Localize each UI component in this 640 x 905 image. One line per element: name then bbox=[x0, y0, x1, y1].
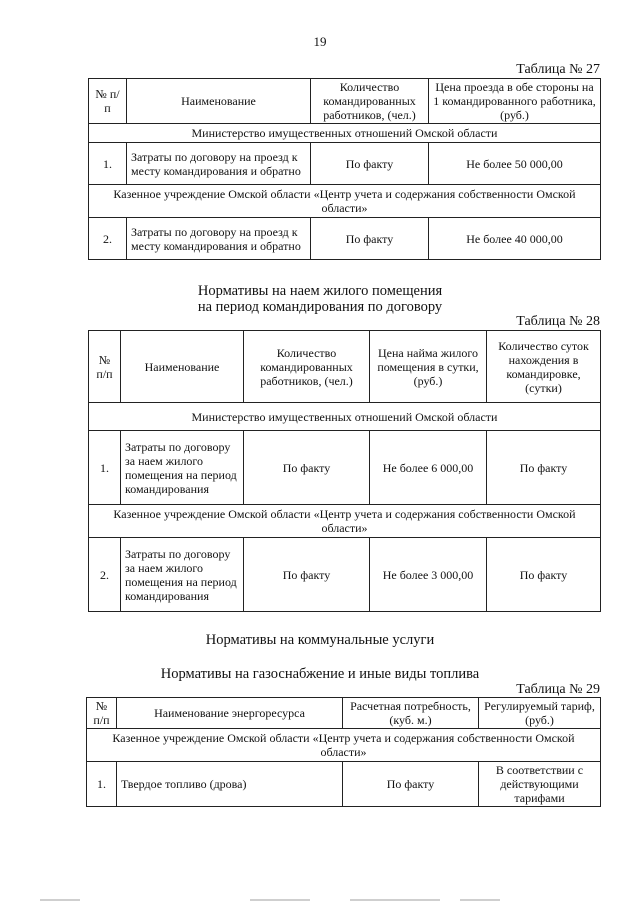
header-days: Количество суток нахождения в командировке, (сутки) bbox=[487, 331, 601, 403]
row-name: Затраты по договору за наем жилого помещения на период командирования bbox=[121, 538, 244, 612]
row-quantity: По факту bbox=[311, 143, 429, 185]
section-title: Министерство имущественных отношений Омской области bbox=[89, 403, 601, 431]
header-number: № п/п bbox=[87, 698, 117, 729]
section-title: Казенное учреждение Омской области «Центр учета и содержания собственности Омской области» bbox=[89, 505, 601, 538]
header-tariff: Регулируемый тариф, (руб.) bbox=[479, 698, 601, 729]
header-number: № п/п bbox=[89, 331, 121, 403]
row-quantity: По факту bbox=[244, 538, 370, 612]
row-price: Не более 6 000,00 bbox=[370, 431, 487, 505]
row-number: 2. bbox=[89, 538, 121, 612]
header-number: № п/п bbox=[89, 79, 127, 124]
row-quantity: По факту bbox=[244, 431, 370, 505]
header-name: Наименование bbox=[121, 331, 244, 403]
page-number: 19 bbox=[313, 34, 327, 49]
table-row bbox=[89, 431, 601, 505]
row-demand: По факту bbox=[343, 762, 479, 807]
row-price: Не более 40 000,00 bbox=[429, 218, 601, 260]
heading-rent-line2: на период командирования по договору bbox=[197, 299, 443, 315]
table-29-caption: Таблица № 29 bbox=[516, 682, 600, 697]
row-number: 1. bbox=[89, 431, 121, 505]
header-price: Цена найма жилого помещения в сутки, (руб.) bbox=[370, 331, 487, 403]
table-header-row bbox=[87, 698, 601, 729]
table-28-caption: Таблица № 28 bbox=[516, 314, 600, 329]
row-tariff: В соответствии с действующими тарифами bbox=[479, 762, 601, 807]
table-28 bbox=[88, 330, 601, 612]
row-price: Не более 50 000,00 bbox=[429, 143, 601, 185]
table-27 bbox=[88, 78, 601, 260]
section-title: Казенное учреждение Омской области «Центр учета и содержания собственности Омской области» bbox=[89, 185, 601, 218]
header-demand: Расчетная потребность, (куб. м.) bbox=[343, 698, 479, 729]
row-name: Затраты по договору за наем жилого помещения на период командирования bbox=[121, 431, 244, 505]
header-resource: Наименование энергоресурса bbox=[117, 698, 343, 729]
row-number: 1. bbox=[87, 762, 117, 807]
table-27-caption: Таблица № 27 bbox=[516, 62, 600, 77]
row-number: 2. bbox=[89, 218, 127, 260]
header-price: Цена проезда в обе стороны на 1 командированного работника, (руб.) bbox=[429, 79, 601, 124]
row-number: 1. bbox=[89, 143, 127, 185]
table-row bbox=[89, 143, 601, 185]
row-days: По факту bbox=[487, 431, 601, 505]
row-price: Не более 3 000,00 bbox=[370, 538, 487, 612]
table-row bbox=[89, 218, 601, 260]
table-header-row bbox=[89, 331, 601, 403]
row-days: По факту bbox=[487, 538, 601, 612]
heading-gas-supply: Нормативы на газоснабжение и иные виды топлива bbox=[160, 666, 480, 682]
section-title: Казенное учреждение Омской области «Центр учета и содержания собственности Омской области» bbox=[87, 729, 601, 762]
heading-rent-line1: Нормативы на наем жилого помещения bbox=[197, 283, 443, 299]
table-header-row bbox=[89, 79, 601, 124]
table-29 bbox=[86, 697, 601, 807]
row-resource: Твердое топливо (дрова) bbox=[117, 762, 343, 807]
header-quantity: Количество командированных работников, (чел.) bbox=[311, 79, 429, 124]
header-name: Наименование bbox=[127, 79, 311, 124]
table-row bbox=[87, 762, 601, 807]
row-name: Затраты по договору на проезд к месту командирования и обратно bbox=[127, 143, 311, 185]
table-row bbox=[89, 538, 601, 612]
header-quantity: Количество командированных работников, (чел.) bbox=[244, 331, 370, 403]
row-quantity: По факту bbox=[311, 218, 429, 260]
row-name: Затраты по договору на проезд к месту командирования и обратно bbox=[127, 218, 311, 260]
section-title: Министерство имущественных отношений Омской области bbox=[89, 124, 601, 143]
heading-utilities: Нормативы на коммунальные услуги bbox=[205, 632, 435, 648]
scan-edge-artifact bbox=[0, 896, 640, 905]
